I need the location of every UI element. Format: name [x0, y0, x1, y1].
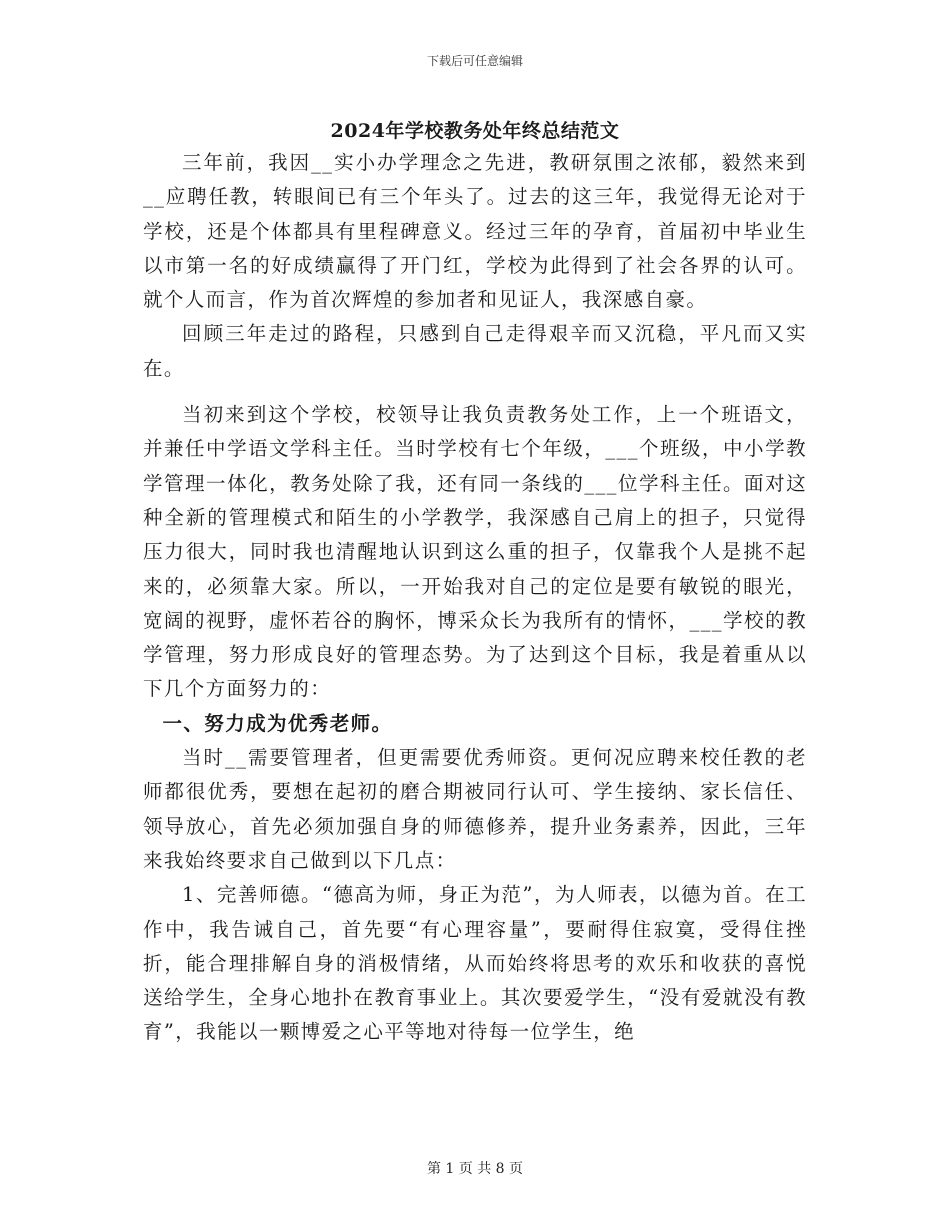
section-heading-1: 一、努力成为优秀老师。: [162, 711, 393, 735]
document-title: 2024年学校教务处年终总结范文: [330, 120, 620, 142]
paragraph-5: 1、完善师德。“德高为师，身正为范”，为人师表，以德为首。在工作中，我告诫自己，首先要“有心理容量”，要耐得住寂寞，受得住挫折，能合理排解自身的消极情绪，从而始终将思考的欢乐和收获的喜悦送给学生，全身心地扑在教育事业上。其次要爱学生，“没有爱就没有教育”，我能以一颗博爱之心平等地对待每一位学生，绝: [143, 883, 807, 1044]
paragraph-3: 当初来到这个学校，校领导让我负责教务处工作，上一个班语文，并兼任中学语文学科主任。当时学校有七个年级，___个班级，中小学教学管理一体化，教务处除了我，还有同一条线的___位学科主任。面对这种全新的管理模式和陌生的小学教学，我深感自己肩上的担子，只觉得压力很大，同时我也清醒地认识到这么重的担子，仅靠我个人是挑不起来的，必须靠大家。所以，一开始我对自己的定位是要有敏锐的眼光，宽阔的视野，虚怀若谷的胸怀，博采众长为我所有的情怀，___学校的教学管理，努力形成良好的管理态势。为了达到这个目标，我是着重从以下几个方面努力的：: [143, 403, 807, 701]
page-footer: 第 1 页 共 8 页: [426, 1161, 524, 1177]
header-note: 下载后可任意编辑: [426, 54, 523, 68]
paragraph-2: 回顾三年走过的路程，只感到自己走得艰辛而又沉稳，平凡而又实在。: [143, 322, 807, 380]
paragraph-4: 当时__需要管理者，但更需要优秀师资。更何况应聘来校任教的老师都很优秀，要想在起初的磨合期被同行认可、学生接纳、家长信任、领导放心，首先必须加强自身的师德修养，提升业务素养，因此，三年来我始终要求自己做到以下几点：: [143, 746, 807, 872]
document-body: [143, 146, 807, 1050]
paragraph-1: 三年前，我因__实小办学理念之先进，教研氛围之浓郁，毅然来到__应聘任教，转眼间已有三个年头了。过去的这三年，我觉得无论对于学校，还是个体都具有里程碑意义。经过三年的孕育，首届初中毕业生以市第一名的好成绩赢得了开门红，学校为此得到了社会各界的认可。就个人而言，作为首次辉煌的参加者和见证人，我深感自豪。: [143, 151, 807, 312]
